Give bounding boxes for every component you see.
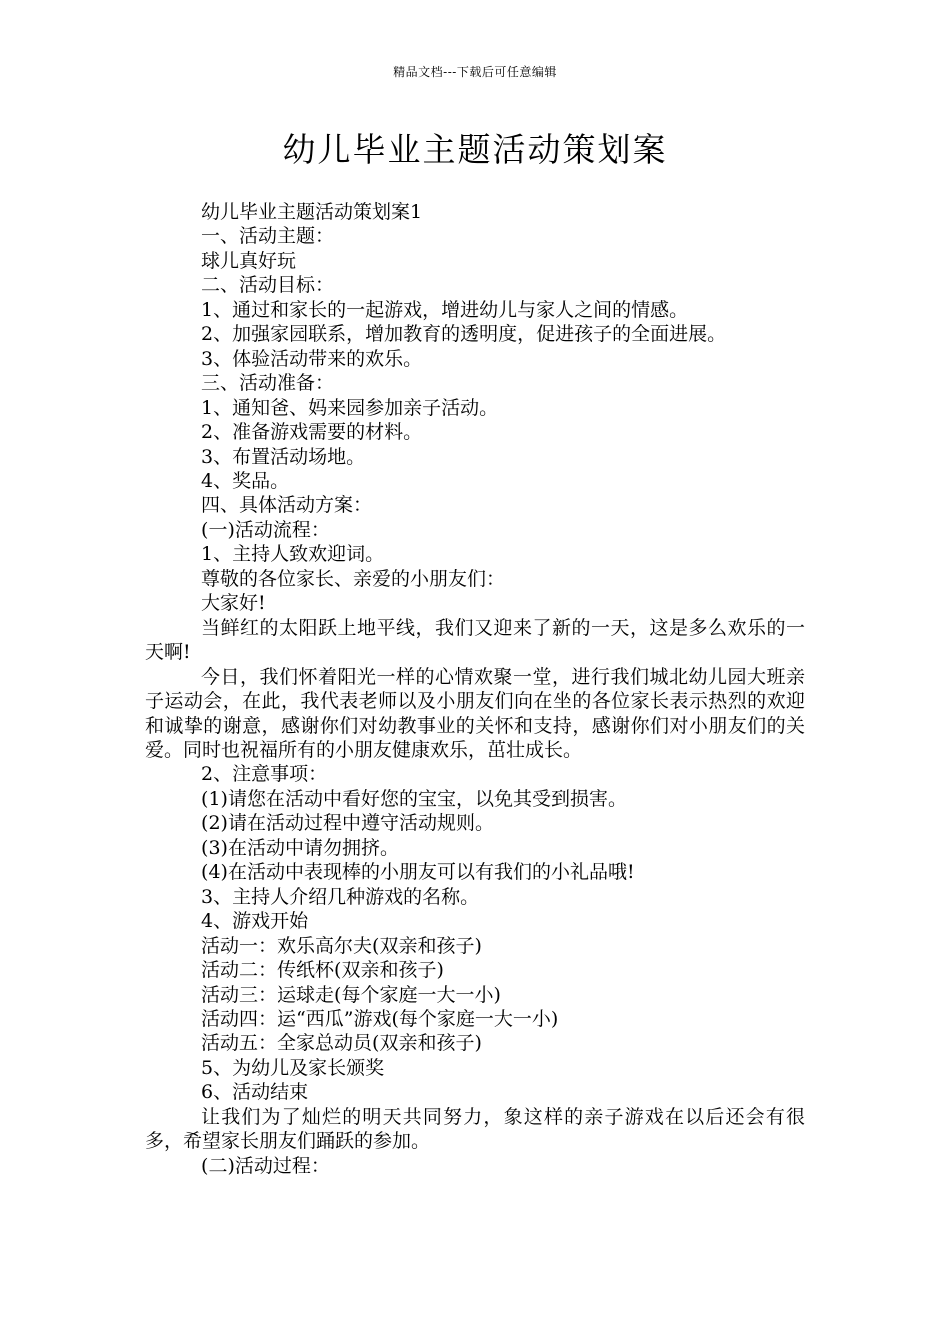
paragraph: 3、体验活动带来的欢乐。 (201, 347, 423, 370)
paragraph: 二、活动目标： (201, 274, 335, 297)
paragraph: (1)请您在活动中看好您的宝宝，以免其受到损害。 (201, 787, 627, 810)
paragraph: 活动五：全家总动员(双亲和孩子) (201, 1032, 482, 1055)
paragraph: 2、注意事项： (201, 763, 328, 786)
document-title: 幼儿毕业主题活动策划案 (282, 130, 668, 169)
paragraph: (2)请在活动过程中遵守活动规则。 (201, 812, 494, 835)
paragraph: (一)活动流程： (201, 518, 330, 541)
paragraph: 三、活动准备： (201, 372, 335, 395)
paragraph: 大家好! (201, 592, 266, 615)
paragraph: 一、活动主题： (201, 225, 335, 248)
paragraph: 3、主持人介绍几种游戏的名称。 (201, 885, 480, 908)
paragraph: 4、奖品。 (201, 469, 290, 492)
paragraph: 球儿真好玩 (201, 249, 297, 272)
paragraph: 活动二：传纸杯(双亲和孩子) (201, 959, 444, 982)
paragraph: (3)在活动中请勿拥挤。 (201, 836, 399, 859)
paragraph: 4、游戏开始 (201, 910, 309, 933)
paragraph: 四、具体活动方案： (201, 494, 373, 517)
paragraph: 活动一：欢乐高尔夫(双亲和孩子) (201, 934, 482, 957)
paragraph: 2、加强家园联系，增加教育的透明度，促进孩子的全面进展。 (201, 323, 727, 346)
document-body (145, 200, 805, 1178)
paragraph: 3、布置活动场地。 (201, 445, 366, 468)
paragraph: 今日，我们怀着阳光一样的心情欢聚一堂，进行我们城北幼儿园大班亲子运动会，在此，我代表老师以及小朋友们向在坐的各位家长表示热烈的欢迎和诚挚的谢意，感谢你们对幼教事业的关怀和支持，感谢你们对小朋友们的关爱。同时也祝福所有的小朋友健康欢乐，茁壮成长。 (145, 665, 805, 761)
paragraph: 活动四：运“西瓜”游戏(每个家庭一大一小) (201, 1007, 559, 1030)
paragraph: 1、主持人致欢迎词。 (201, 543, 385, 566)
paragraph: 当鲜红的太阳跃上地平线，我们又迎来了新的一天，这是多么欢乐的一天啊! (145, 616, 805, 664)
paragraph: 1、通过和家长的一起游戏，增进幼儿与家人之间的情感。 (201, 298, 689, 321)
paragraph: 2、准备游戏需要的材料。 (201, 421, 423, 444)
paragraph: 1、通知爸、妈来园参加亲子活动。 (201, 396, 499, 419)
paragraph: 让我们为了灿烂的明天共同努力，象这样的亲子游戏在以后还会有很多，希望家长朋友们踊跃的参加。 (145, 1105, 805, 1153)
paragraph: 活动三：运球走(每个家庭一大一小) (201, 983, 501, 1006)
paragraph: (4)在活动中表现棒的小朋友可以有我们的小礼品哦! (201, 861, 635, 884)
paragraph: 幼儿毕业主题活动策划案1 (201, 201, 423, 223)
paragraph: (二)活动过程： (201, 1154, 330, 1177)
paragraph: 尊敬的各位家长、亲爱的小朋友们： (201, 567, 506, 590)
header-note: 精品文档---下载后可任意编辑 (393, 65, 557, 79)
paragraph: 5、为幼儿及家长颁奖 (201, 1056, 385, 1079)
paragraph: 6、活动结束 (201, 1081, 309, 1104)
